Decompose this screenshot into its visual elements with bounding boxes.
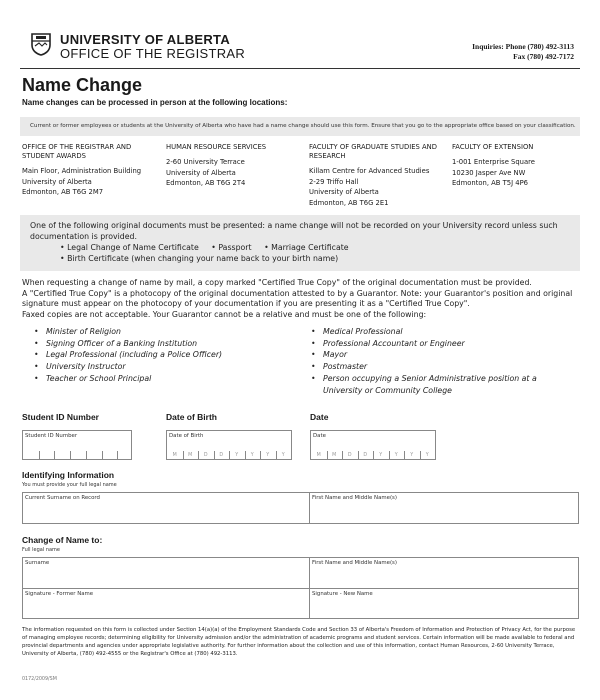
field-label: Signature - New Name [312,591,373,597]
privacy-notice: The information requested on this form is collected under Section 14(a)(a) of the Employment Standards Code and Section 33 of Alberta's Freedom of Information and Protection of Privacy Act, for the purpose of managing employee records; determining eligibility for University admission and/or the administration of academic programs and student services. Certain information will be made available to federal and provincial departments and agencies under appropriate legislative authority. For further information about the collection and use of this information, contact Human Resources, 2-60 University Terrace, University of Alberta, (780) 492-4555 or the Registrar's Office at (780) 492-3113. [22,627,576,657]
field-label: Student ID Number [25,433,78,439]
office-human-resources [166,143,302,189]
date-divider [420,451,421,459]
office-address-line: Killam Centre for Advanced Studies [309,167,430,175]
office-name-label: FACULTY OF EXTENSION [452,143,534,151]
date-divider [373,451,374,459]
field-label: Surname [25,560,50,566]
document-item: • Legal Change of Name Certificate [60,243,199,252]
guarantor-item: • Legal Professional (including a Police Officer) [34,349,284,361]
guarantor-item: • Medical Professional [311,326,561,338]
current-surname-field[interactable] [22,492,310,524]
guarantor-item: • Mayor [311,349,561,361]
guarantor-item: • Minister of Religion [34,326,284,338]
inquiries-contact [472,42,574,62]
page-header [30,32,578,62]
mail-instructions-line: A "Certified True Copy" is a photocopy of the original documentation attested to by a Guarantor. Note: your Guarantor's position and original signature must appear on the photocopy of your documentation if you are presenting it as a "Certified True Copy". [22,288,573,308]
date-field[interactable] [310,430,436,460]
page-title: Name Change [22,75,143,95]
dob-heading: Date of Birth [166,412,217,422]
date-segment-hint: D [203,453,208,458]
student-id-heading: Student ID Number [22,412,99,422]
date-divider [260,451,261,459]
mail-instructions-line: Faxed copies are not acceptable. Your Guarantor cannot be a relative and must be one of the following: [22,309,427,319]
date-divider [183,451,184,459]
date-segment-hint: D [363,453,368,458]
date-segment-hint: Y [379,453,383,458]
date-segment-hint: M [316,453,321,458]
new-surname-field[interactable] [22,557,310,589]
office-locations [22,143,578,213]
office-name-label: FACULTY OF GRADUATE STUDIES AND RESEARCH [309,143,437,160]
identifying-heading: Identifying Information [22,470,115,480]
identifying-subtext: You must provide your full legal name [22,482,117,488]
date-segment-hint: M [332,453,337,458]
header-divider [20,68,580,69]
date-segment-hint: M [188,453,193,458]
date-segment-hint: Y [410,453,414,458]
date-segment-hint: Y [394,453,398,458]
digit-divider [39,451,40,459]
document-item: • Marriage Certificate [264,243,349,252]
signature-former-name-field[interactable] [22,588,310,619]
digit-divider [86,451,87,459]
guarantor-list-left [34,326,284,385]
office-name-label: HUMAN RESOURCE SERVICES [166,143,267,151]
guarantor-item: • Postmaster [311,361,561,373]
date-divider [229,451,230,459]
guarantor-item: • Teacher or School Principal [34,373,284,385]
date-segment-hint: Y [266,453,270,458]
form-code: 0172/2009/SM [22,677,57,682]
date-segment-hint: D [347,453,352,458]
university-name: UNIVERSITY OF ALBERTA [60,32,231,47]
documents-intro: One of the following original documents must be presented: a name change will not be recorded on your University record unless such documentation is provided. [30,221,558,241]
current-first-name-field[interactable] [309,492,579,524]
date-divider [342,451,343,459]
date-divider [358,451,359,459]
field-label: Date [313,433,326,439]
office-registrar [22,143,158,198]
office-graduate-studies [309,143,445,208]
office-address-line: Edmonton, AB T6G 2E1 [309,198,389,207]
inquiries-phone: Inquiries: Phone (780) 492-3113 [472,42,574,51]
office-address-line: Main Floor, Administration Building [22,167,142,175]
date-segment-hint: Y [250,453,254,458]
office-address-line: Edmonton, AB T6G 2T4 [166,179,246,187]
mail-instructions-line: When requesting a change of name by mail, a copy marked "Certified True Copy" of the original documentation must be provided. [22,278,532,287]
signature-new-name-field[interactable] [309,588,579,619]
student-id-field[interactable] [22,430,132,460]
field-label: Date of Birth [169,433,204,439]
office-address-line: 2-29 Triffo Hall [309,177,359,186]
office-address-line: 10230 Jasper Ave NW [452,168,526,177]
field-label: First Name and Middle Name(s) [312,495,397,501]
guarantor-item: • Person occupying a Senior Administrative position at a University or Community College [311,373,561,396]
office-extension [452,143,588,189]
documents-list [30,242,570,253]
document-item: • Passport [211,243,252,252]
date-divider [276,451,277,459]
university-crest-logo [30,32,52,56]
digit-divider [54,451,55,459]
date-divider [404,451,405,459]
office-address-line: Edmonton, AB T5J 4P6 [452,179,529,187]
guarantor-list-right [311,326,561,396]
date-of-birth-field[interactable] [166,430,292,460]
date-divider [214,451,215,459]
guarantor-item: • Professional Accountant or Engineer [311,338,561,350]
inquiries-fax: Fax (780) 492-7172 [513,52,574,61]
date-divider [389,451,390,459]
page-subtitle: Name changes can be processed in person at the following locations: [22,98,288,107]
change-to-subtext: Full legal name [22,547,61,553]
required-documents [20,215,580,271]
digit-divider [102,451,103,459]
guarantor-item: • University Instructor [34,361,284,373]
guarantor-item: • Signing Officer of a Banking Institution [34,338,284,350]
field-label: First Name and Middle Name(s) [312,560,397,566]
intro-note: Current or former employees or students at the University of Alberta who have had a name change should use this form. Ensure that you go to the appropriate office based on your classification. [20,117,580,136]
field-label: Current Surname on Record [25,495,100,501]
office-address-line: University of Alberta [22,177,92,186]
office-address-line: University of Alberta [309,188,379,196]
office-name-label: OFFICE OF THE REGISTRAR AND STUDENT AWARDS [22,143,132,160]
change-to-heading: Change of Name to: [22,535,103,545]
new-first-name-field[interactable] [309,557,579,589]
date-divider [327,451,328,459]
date-divider [245,451,246,459]
date-segment-hint: D [219,453,224,458]
digit-divider [70,451,71,459]
date-segment-hint: M [172,453,177,458]
office-name: OFFICE OF THE REGISTRAR [60,46,246,61]
date-heading: Date [310,412,329,422]
date-segment-hint: Y [281,453,285,458]
office-address-line: University of Alberta [166,168,236,177]
date-divider [198,451,199,459]
digit-divider [117,451,118,459]
field-label: Signature - Former Name [25,591,94,597]
document-item: • Birth Certificate (when changing your name back to your birth name) [60,254,339,263]
mail-instructions [22,278,578,320]
date-segment-hint: Y [235,453,239,458]
office-address-line: Edmonton, AB T6G 2M7 [22,188,104,196]
office-address-line: 1-001 Enterprise Square [452,158,535,166]
date-segment-hint: Y [425,453,429,458]
office-address-line: 2-60 University Terrace [166,158,245,166]
